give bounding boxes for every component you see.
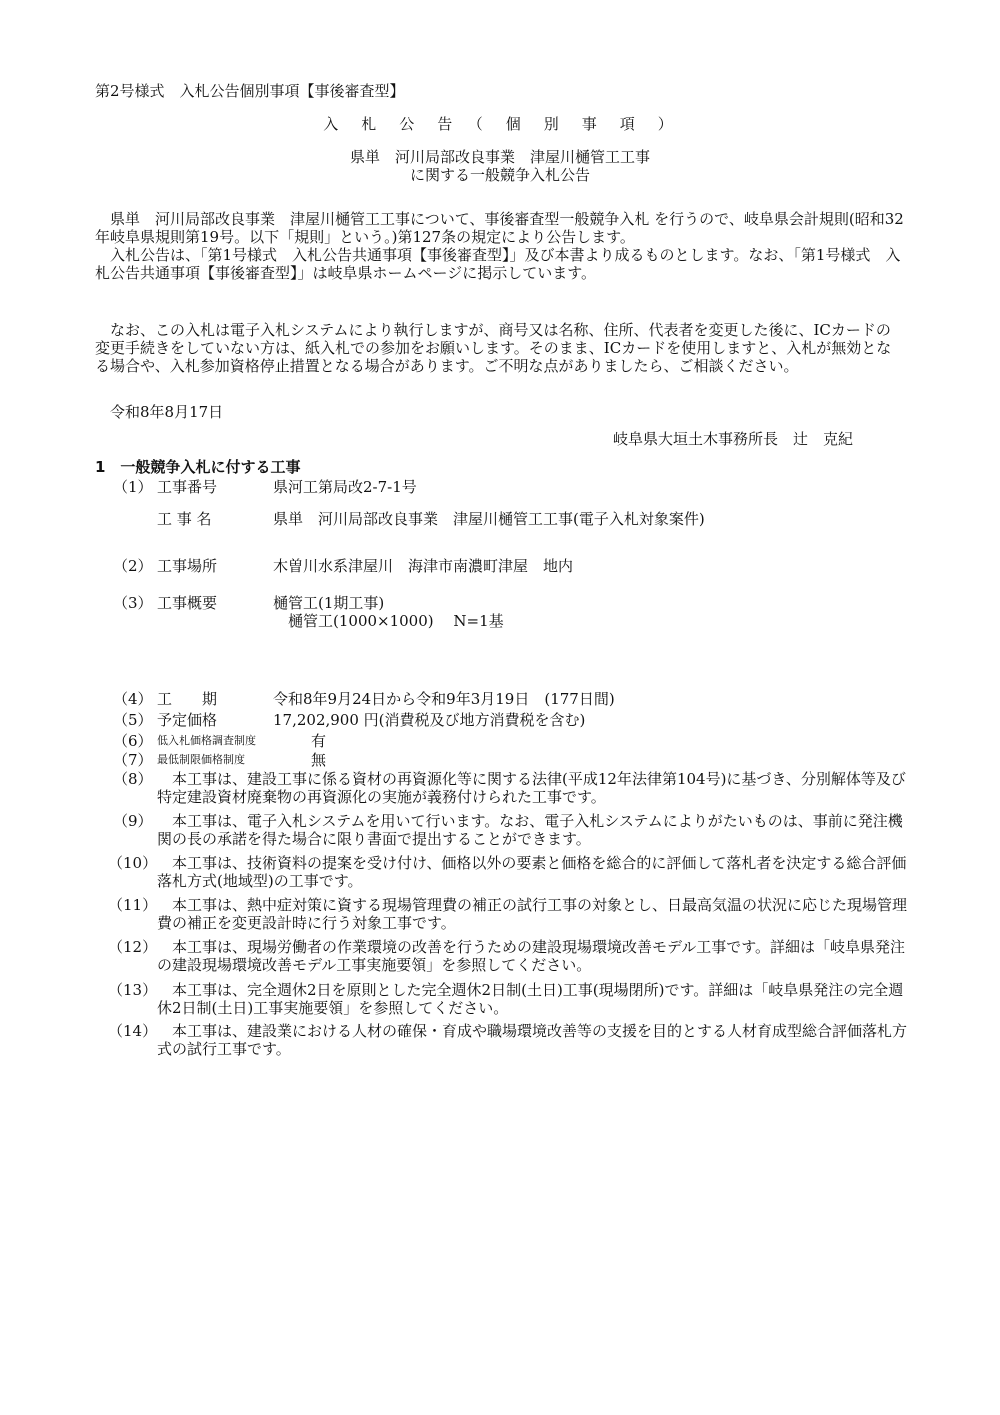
item-value: 令和8年9月24日から令和9年3月19日 (177日間) <box>273 690 615 708</box>
item-label: 予定価格 <box>157 711 218 729</box>
item-text: 本工事は、現場労働者の作業環境の改善を行うための建設現場環境改善モデル工事です。詳細は「岐阜県発注の建設現場環境改善モデル工事実施要領」を参照してください。 <box>157 938 906 974</box>
list-item <box>0 896 1000 936</box>
subtitle-line-1: 県単 河川局部改良事業 津屋川樋管工工事 <box>349 148 650 166</box>
item-value: 17,202,900 円(消費税及び地方消費税を含む) <box>273 711 586 729</box>
item-text: 本工事は、完全週休2日を原則とした完全週休2日制(土日)工事(現場閉所)です。詳細は「岐阜県発注の完全週休2日制(土日)工事実施要領」を参照してください。 <box>157 981 904 1017</box>
item-number: （1） <box>113 478 153 496</box>
item-label: 工事場所 <box>157 557 218 575</box>
item-text: 本工事は、技術資料の提案を受け付け、価格以外の要素と価格を総合的に評価して落札者を決定する総合評価落札方式(地域型)の工事です。 <box>157 854 907 890</box>
item-value: 樋管工(1期工事) <box>273 594 385 612</box>
item-label: 工事番号 <box>157 478 218 496</box>
item-value: 木曽川水系津屋川 海津市南濃町津屋 地内 <box>273 557 574 575</box>
intro-paragraph-1: 県単 河川局部改良事業 津屋川樋管工工事について、事後審査型一般競争入札 を行うので、岐阜県会計規則(昭和32年岐阜県規則第19号。以下「規則」という。)第127条の規定により公告します。 入札公告は、「第1号様式 入札公告共通事項【事後審査型】」及び本書より成るものとします。なお、「第1号様式 入札公告共通事項【事後審査型】」は岐阜県ホームページに掲示しています。 <box>95 210 904 282</box>
item-number: （2） <box>113 557 153 575</box>
item-value: 県単 河川局部改良事業 津屋川樋管工工事(電子入札対象案件) <box>273 510 705 528</box>
item-value: 有 <box>311 732 327 750</box>
form-label: 第2号様式 入札公告個別事項【事後審査型】 <box>95 82 405 100</box>
item-number: （9） <box>113 812 153 830</box>
item-number: （3） <box>113 594 153 612</box>
item-value: 無 <box>311 751 327 769</box>
item-label: 工事概要 <box>157 594 218 612</box>
list-item <box>0 854 1000 894</box>
item-value: 県河工第局改2-7-1号 <box>273 478 417 496</box>
item-label: 工 事 名 <box>157 510 212 528</box>
list-item <box>0 612 1000 630</box>
list-item <box>0 711 1000 729</box>
item-number: （12） <box>108 938 158 956</box>
item-label: 低入札価格調査制度 <box>157 734 256 747</box>
list-item <box>0 981 1000 1021</box>
item-text: 本工事は、電子入札システムを用いて行います。なお、電子入札システムによりがたいものは、事前に発注機関の長の承諾を得た場合に限り書面で提出することができます。 <box>157 812 903 848</box>
item-number: （5） <box>113 711 153 729</box>
list-item <box>0 690 1000 708</box>
item-number: （4） <box>113 690 153 708</box>
notice-date: 令和8年8月17日 <box>110 403 224 421</box>
item-number: （13） <box>108 981 158 999</box>
list-item <box>0 770 1000 810</box>
item-text: 本工事は、建設工事に係る資材の再資源化等に関する法律(平成12年法律第104号)に基づき、分別解体等及び特定建設資材廃棄物の再資源化の実施が義務付けられた工事です。 <box>157 770 906 806</box>
section-heading: 1 一般競争入札に付する工事 <box>95 458 301 476</box>
list-item <box>0 478 1000 496</box>
list-item <box>0 594 1000 612</box>
item-number: （6） <box>113 732 153 750</box>
list-item <box>0 1022 1000 1062</box>
intro-paragraph-2: なお、この入札は電子入札システムにより執行しますが、商号又は名称、住所、代表者を変更した後に、ICカードの変更手続きをしていない方は、紙入札での参加をお願いします。そのまま、ICカードを使用しますと、入札が無効となる場合や、入札参加資格停止措置となる場合があります。ご不明な点がありましたら、ご相談ください。 <box>95 321 892 375</box>
signer: 岐阜県大垣土木事務所長 辻 克紀 <box>612 430 853 448</box>
item-text: 本工事は、熱中症対策に資する現場管理費の補正の試行工事の対象とし、日最高気温の状況に応じた現場管理費の補正を変更設計時に行う対象工事です。 <box>157 896 908 932</box>
item-value-detail: 樋管工(1000×1000) N=1基 <box>273 612 504 630</box>
item-label: 工 期 <box>157 690 218 708</box>
list-item <box>0 751 1000 769</box>
list-item <box>0 812 1000 852</box>
item-label: 最低制限価格制度 <box>157 753 245 766</box>
item-number: （10） <box>108 854 158 872</box>
list-item <box>0 557 1000 575</box>
item-text: 本工事は、建設業における人材の確保・育成や職場環境改善等の支援を目的とする人材育成型総合評価落札方式の試行工事です。 <box>157 1022 908 1058</box>
item-number: （11） <box>108 896 158 914</box>
list-item <box>0 938 1000 978</box>
list-item <box>0 732 1000 750</box>
subtitle-line-2: に関する一般競争入札公告 <box>409 166 590 184</box>
item-number: （8） <box>113 770 153 788</box>
item-number: （14） <box>108 1022 158 1040</box>
document-title: 入 札 公 告 （ 個 別 事 項 ） <box>323 115 677 133</box>
item-number: （7） <box>113 751 153 769</box>
list-item <box>0 510 1000 528</box>
